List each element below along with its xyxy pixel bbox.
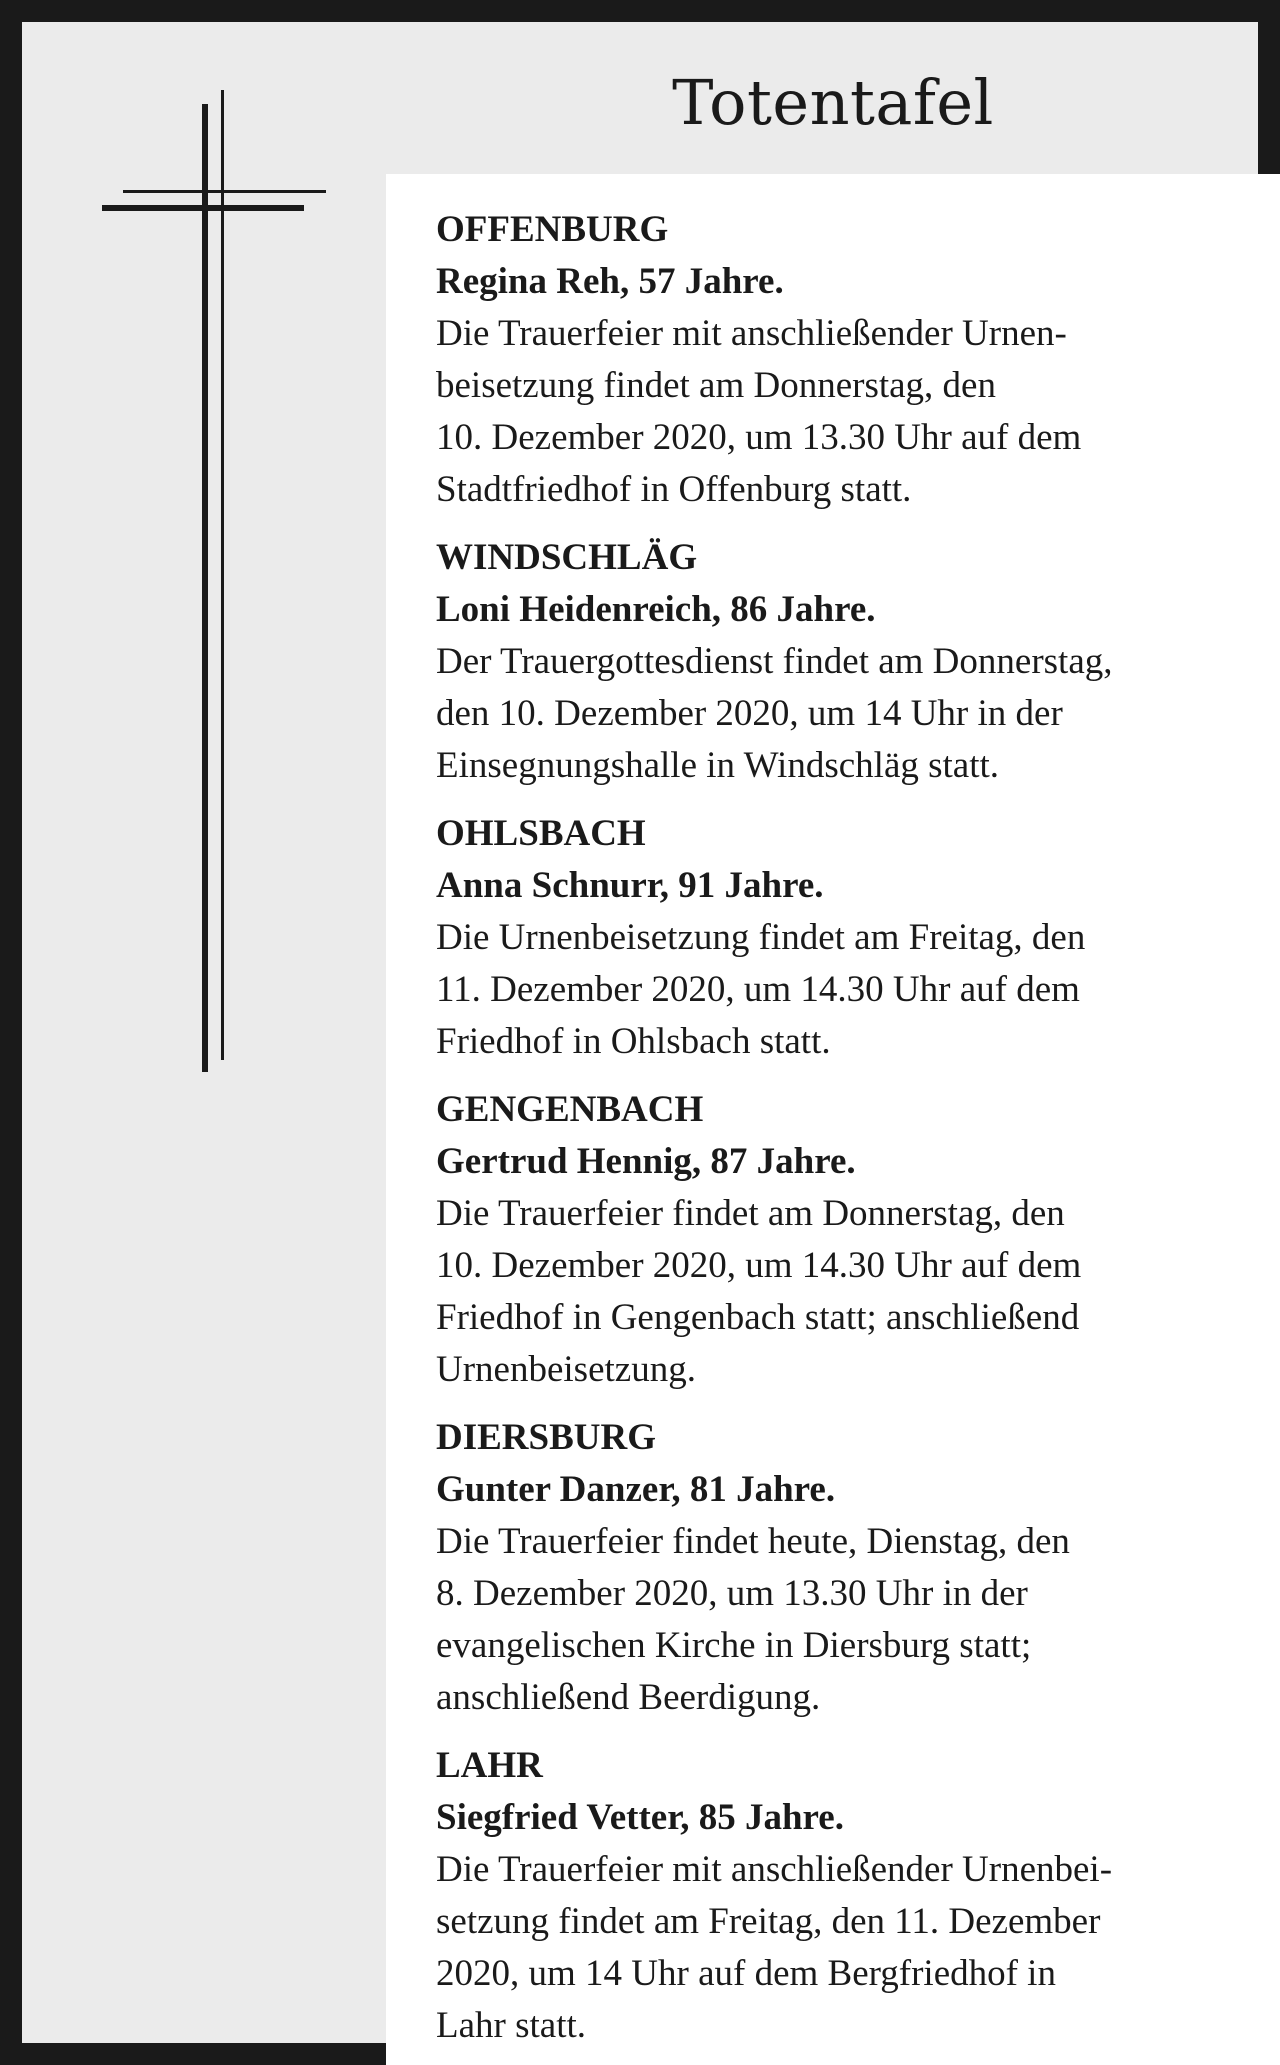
entry-text-line: Friedhof in Gengenbach statt; anschließend <box>436 1297 1080 1338</box>
obituary-entry <box>436 1084 1250 1396</box>
entry-name: Gertrud Hennig, 87 Jahre. <box>436 1141 856 1182</box>
entry-name: Loni Heidenreich, 86 Jahre. <box>436 589 876 630</box>
obituary-entry <box>436 1412 1250 1724</box>
entry-place: OHLSBACH <box>436 813 646 854</box>
entry-text-line: 8. Dezember 2020, um 13.30 Uhr in der <box>436 1573 1028 1614</box>
entry-name: Siegfried Vetter, 85 Jahre. <box>436 1797 844 1838</box>
entry-text-line: anschließend Beerdigung. <box>436 1677 821 1718</box>
entry-text-line: Stadtfriedhof in Offenburg statt. <box>436 469 912 510</box>
entry-text-line: Die Trauerfeier findet am Donnerstag, den <box>436 1193 1065 1234</box>
entry-text-line: 2020, um 14 Uhr auf dem Bergfriedhof in <box>436 1953 1056 1994</box>
page-title: Totentafel <box>672 66 994 139</box>
entry-text-line: 11. Dezember 2020, um 14.30 Uhr auf dem <box>436 969 1080 1010</box>
obituary-entry <box>436 808 1250 1068</box>
obituary-entry <box>436 204 1250 516</box>
entry-text-line: Die Trauerfeier mit anschließender Urnen- <box>436 313 1067 354</box>
entry-text-line: den 10. Dezember 2020, um 14 Uhr in der <box>436 693 1063 734</box>
entry-text <box>436 1844 1250 2052</box>
entry-text-line: Die Trauerfeier findet heute, Dienstag, den <box>436 1521 1070 1562</box>
entry-text-line: Urnenbeisetzung. <box>436 1349 696 1390</box>
entry-text-line: 10. Dezember 2020, um 13.30 Uhr auf dem <box>436 417 1082 458</box>
entry-name: Gunter Danzer, 81 Jahre. <box>436 1469 836 1510</box>
entry-text-line: evangelischen Kirche in Diersburg statt; <box>436 1625 1032 1666</box>
entry-text <box>436 1516 1250 1724</box>
obituary-entry <box>436 1740 1250 2052</box>
entry-name: Regina Reh, 57 Jahre. <box>436 261 784 302</box>
entry-text <box>436 636 1250 792</box>
obituary-list <box>386 174 1280 2065</box>
entry-place: LAHR <box>436 1745 543 1786</box>
entry-text <box>436 1188 1250 1396</box>
entry-text-line: 10. Dezember 2020, um 14.30 Uhr auf dem <box>436 1245 1082 1286</box>
cross-icon <box>92 82 342 1077</box>
entry-text-line: beisetzung findet am Donnerstag, den <box>436 365 996 406</box>
entry-place: DIERSBURG <box>436 1417 656 1458</box>
entry-place: WINDSCHLÄG <box>436 537 698 578</box>
entry-text-line: Die Urnenbeisetzung findet am Freitag, den <box>436 917 1086 958</box>
entry-text <box>436 308 1250 516</box>
entry-text-line: setzung findet am Freitag, den 11. Dezember <box>436 1901 1101 1942</box>
entry-text-line: Der Trauergottesdienst findet am Donnerstag, <box>436 641 1113 682</box>
entry-text-line: Lahr statt. <box>436 2005 587 2046</box>
entry-text-line: Friedhof in Ohlsbach statt. <box>436 1021 831 1062</box>
entry-text-line: Einsegnungshalle in Windschläg statt. <box>436 745 1000 786</box>
obituary-entry <box>436 532 1250 792</box>
entry-place: GENGENBACH <box>436 1089 704 1130</box>
entry-text <box>436 912 1250 1068</box>
entry-name: Anna Schnurr, 91 Jahre. <box>436 865 824 906</box>
entry-text-line: Die Trauerfeier mit anschließender Urnenbei- <box>436 1849 1113 1890</box>
entry-place: OFFENBURG <box>436 209 669 250</box>
